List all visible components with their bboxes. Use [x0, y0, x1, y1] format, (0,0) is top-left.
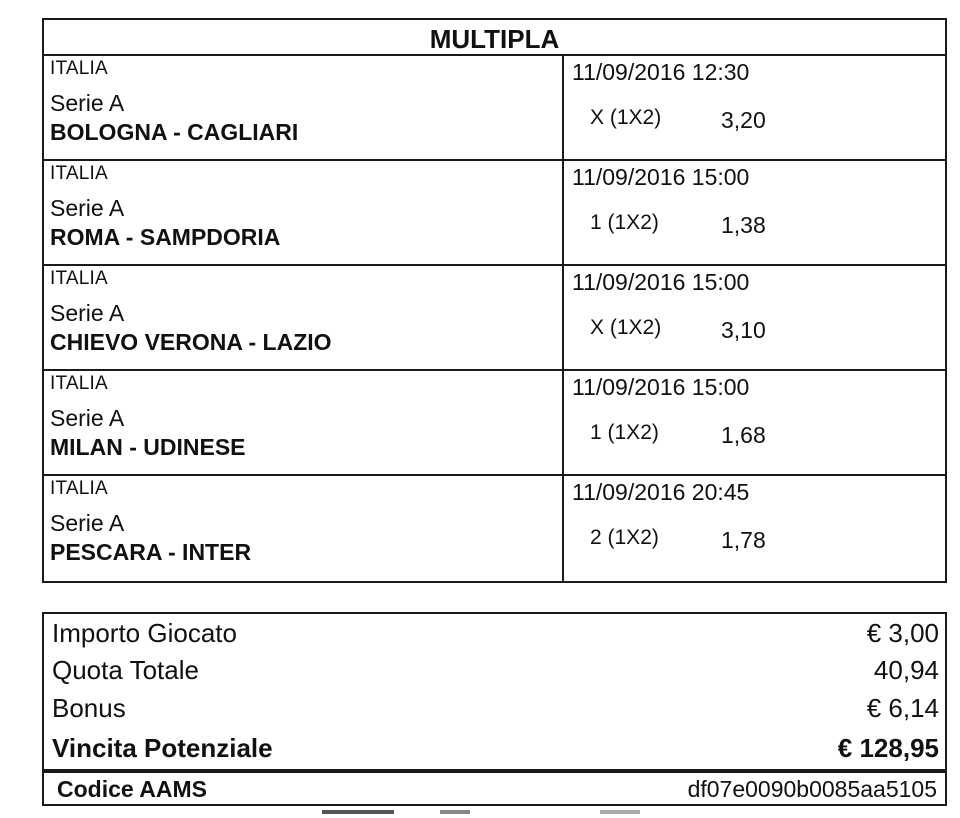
bet-slip-multipla [42, 18, 947, 583]
event-datetime: 11/09/2016 15:00 [572, 164, 750, 190]
event-datetime: 11/09/2016 20:45 [572, 479, 750, 505]
event-league: Serie A [50, 300, 125, 326]
event-datetime: 11/09/2016 15:00 [572, 269, 750, 295]
event-odds: 1,68 [721, 422, 766, 448]
event-row [44, 56, 945, 161]
event-row [44, 476, 945, 581]
ticket-title: MULTIPLA [44, 20, 945, 56]
event-info-cell [44, 371, 564, 474]
event-selection: 1 (1X2) [590, 211, 659, 234]
event-selection: 2 (1X2) [590, 526, 659, 549]
event-match: MILAN - UDINESE [50, 434, 246, 460]
event-row [44, 161, 945, 266]
event-odds: 1,38 [721, 212, 766, 238]
event-league: Serie A [50, 510, 125, 536]
event-info-cell [44, 476, 564, 581]
event-league: Serie A [50, 195, 125, 221]
bonus-value: € 6,14 [866, 693, 939, 723]
bet-summary [42, 612, 947, 771]
event-info-cell [44, 56, 564, 159]
vincita-value: € 128,95 [837, 733, 939, 763]
aams-code-label: Codice AAMS [57, 776, 207, 802]
event-row [44, 371, 945, 476]
scan-artifact [322, 810, 394, 814]
event-country: ITALIA [50, 268, 108, 289]
event-country: ITALIA [50, 478, 108, 499]
scan-artifact [440, 810, 470, 814]
event-row [44, 266, 945, 371]
event-country: ITALIA [50, 163, 108, 184]
quota-value: 40,94 [873, 655, 939, 685]
scan-artifact [600, 810, 640, 814]
event-odds: 3,20 [721, 107, 766, 133]
vincita-label: Vincita Potenziale [52, 733, 273, 763]
event-country: ITALIA [50, 58, 108, 79]
event-selection: X (1X2) [590, 106, 662, 129]
importo-label: Importo Giocato [52, 618, 237, 648]
event-match: PESCARA - INTER [50, 539, 252, 565]
event-league: Serie A [50, 90, 125, 116]
event-info-cell [44, 266, 564, 369]
aams-code-value: df07e0090b0085aa5105 [687, 776, 937, 802]
event-league: Serie A [50, 405, 125, 431]
event-country: ITALIA [50, 373, 108, 394]
event-match: ROMA - SAMPDORIA [50, 224, 281, 250]
event-info-cell [44, 161, 564, 264]
event-match: CHIEVO VERONA - LAZIO [50, 329, 332, 355]
event-selection: 1 (1X2) [590, 421, 659, 444]
quota-label: Quota Totale [52, 655, 199, 685]
event-odds: 3,10 [721, 317, 766, 343]
event-match: BOLOGNA - CAGLIARI [50, 119, 299, 145]
event-selection: X (1X2) [590, 316, 662, 339]
event-datetime: 11/09/2016 12:30 [572, 59, 750, 85]
bonus-label: Bonus [52, 693, 126, 723]
event-datetime: 11/09/2016 15:00 [572, 374, 750, 400]
event-odds: 1,78 [721, 527, 766, 553]
aams-code-box [42, 771, 947, 806]
importo-value: € 3,00 [866, 618, 939, 648]
